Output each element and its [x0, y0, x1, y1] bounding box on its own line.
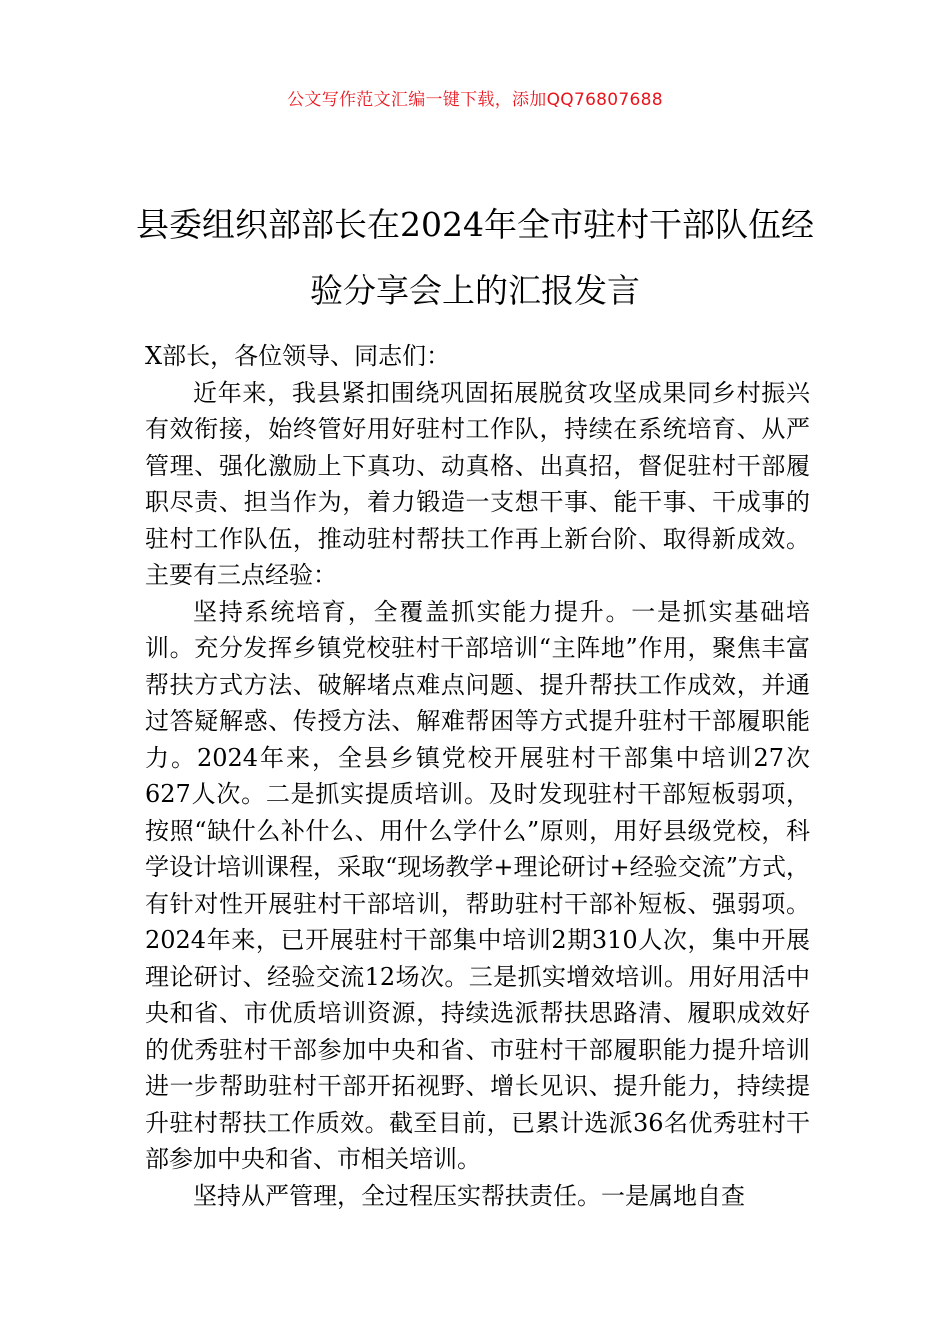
- document-body: [145, 338, 810, 1214]
- paragraph-system-training: 坚持系统培育，全覆盖抓实能力提升。一是抓实基础培训。充分发挥乡镇党校驻村干部培训“主阵地”作用，聚焦丰富帮扶方式方法、破解堵点难点问题、提升帮扶工作成效，并通过答疑解惑、传授方法、解难帮困等方式提升驻村干部履职能力。2024年来，全县乡镇党校开展驻村干部集中培训27次627人次。二是抓实提质培训。及时发现驻村干部短板弱项，按照“缺什么补什么、用什么学什么”原则，用好县级党校，科学设计培训课程，采取“现场教学+理论研讨+经验交流”方式，有针对性开展驻村干部培训，帮助驻村干部补短板、强弱项。2024年来，已开展驻村干部集中培训2期310人次，集中开展理论研讨、经验交流12场次。三是抓实增效培训。用好用活中央和省、市优质培训资源，持续选派帮扶思路清、履职成效好的优秀驻村干部参加中央和省、市驻村干部履职能力提升培训进一步帮助驻村干部开拓视野、增长见识、提升能力，持续提升驻村帮扶工作质效。截至目前，已累计选派36名优秀驻村干部参加中央和省、市相关培训。: [145, 597, 810, 1173]
- paragraph-strict-management: 坚持从严管理，全过程压实帮扶责任。一是属地自查: [193, 1181, 745, 1210]
- paragraph-intro: 近年来，我县紧扣围绕巩固拓展脱贫攻坚成果同乡村振兴有效衔接，始终管好用好驻村工作队，持续在系统培育、从严管理、强化激励上下真功、动真格、出真招，督促驻村干部履职尽责、担当作为，着力锻造一支想干事、能干事、干成事的驻村工作队伍，推动驻村帮扶工作再上新台阶、取得新成效。主要有三点经验：: [145, 378, 810, 589]
- salutation: X部长，各位领导、同志们：: [145, 342, 451, 370]
- header-download-note: 公文写作范文汇编一键下载，添加QQ76807688: [287, 90, 663, 110]
- document-title: 县委组织部部长在2024年全市驻村干部队伍经验分享会上的汇报发言: [136, 205, 814, 311]
